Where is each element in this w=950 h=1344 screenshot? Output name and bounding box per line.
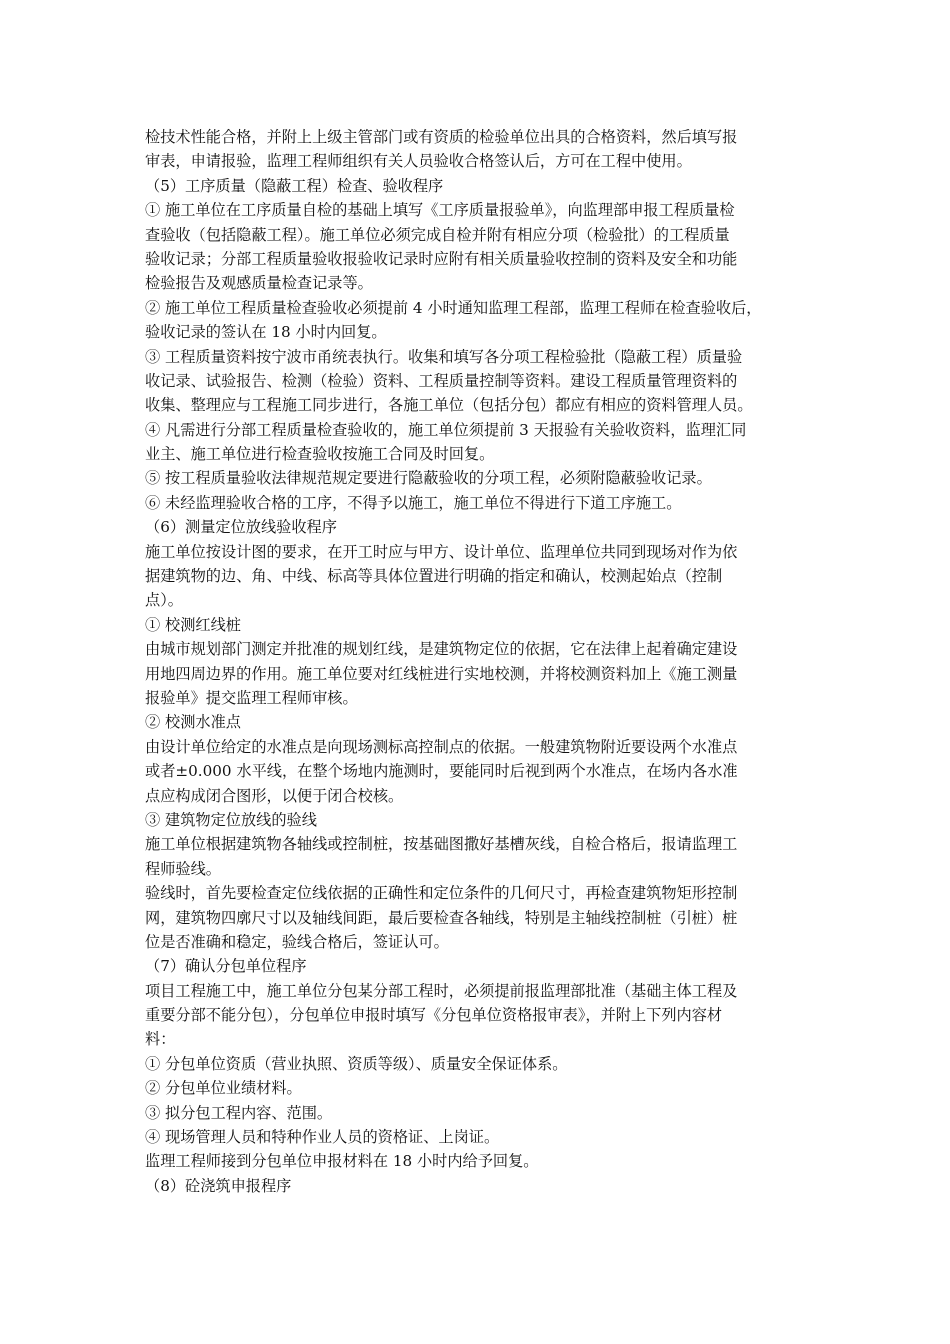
list-item: ② 校测水准点 (145, 713, 241, 732)
list-item: ① 分包单位资质（营业执照、资质等级）、质量安全保证体系。 (145, 1054, 568, 1073)
text-line: 报验单》提交监理工程师审核。 (145, 688, 358, 707)
text-line: 验收记录的签认在 18 小时内回复。 (145, 323, 387, 342)
section-heading: （8）砼浇筑申报程序 (145, 1176, 292, 1195)
text-line: 收集、整理应与工程施工同步进行，各施工单位（包括分包）都应有相应的资料管理人员。 (145, 396, 753, 415)
list-item: ② 施工单位工程质量检查验收必须提前 4 小时通知监理工程部，监理工程师在检查验收后， (145, 298, 762, 317)
text-line: 用地四周边界的作用。施工单位要对红线桩进行实地校测，并将校测资料加上《施工测量 (145, 664, 738, 683)
list-item: ④ 现场管理人员和特种作业人员的资格证、上岗证。 (145, 1128, 500, 1147)
text-line: 据建筑物的边、角、中线、标高等具体位置进行明确的指定和确认，校测起始点（控制 (145, 567, 723, 586)
list-item: ③ 建筑物定位放线的验线 (145, 810, 317, 829)
text-line: 料： (145, 1030, 176, 1049)
section-heading: （5）工序质量（隐蔽工程）检查、验收程序 (145, 176, 444, 195)
section-heading: （7）确认分包单位程序 (145, 957, 307, 976)
text-line: 程师验线。 (145, 859, 221, 878)
text-line: 由设计单位给定的水准点是向现场测标高控制点的依据。一般建筑物附近要设两个水准点 (145, 737, 738, 756)
text-line: 或者±0.000 水平线，在整个场地内施测时，要能同时后视到两个水准点，在场内各水准 (145, 762, 738, 781)
list-item: ⑤ 按工程质量验收法律规范规定要进行隐蔽验收的分项工程，必须附隐蔽验收记录。 (145, 469, 712, 488)
text-line: 施工单位按设计图的要求，在开工时应与甲方、设计单位、监理单位共同到现场对作为依 (145, 542, 738, 561)
list-item: ① 校测红线桩 (145, 615, 241, 634)
section-heading: （6）测量定位放线验收程序 (145, 518, 337, 537)
text-line: 检技术性能合格，并附上上级主管部门或有资质的检验单位出具的合格资料，然后填写报 (145, 128, 738, 146)
list-item: ⑥ 未经监理验收合格的工序，不得予以施工，施工单位不得进行下道工序施工。 (145, 493, 682, 512)
text-line: 查验收（包括隐蔽工程）。施工单位必须完成自检并附有相应分项（检验批）的工程质量 (145, 225, 730, 244)
text-line: 项目工程施工中，施工单位分包某分部工程时，必须提前报监理部批准（基础主体工程及 (145, 981, 738, 1000)
list-item: ① 施工单位在工序质量自检的基础上填写《工序质量报验单》，向监理部申报工程质量检 (145, 201, 735, 220)
list-item: ③ 拟分包工程内容、范围。 (145, 1103, 333, 1122)
text-line: 业主、施工单位进行检查验收按施工合同及时回复。 (145, 445, 495, 464)
text-line: 审表，申请报验，监理工程师组织有关人员验收合格签认后，方可在工程中使用。 (145, 152, 692, 171)
text-line: 施工单位根据建筑物各轴线或控制桩，按基础图撒好基槽灰线，自检合格后，报请监理工 (145, 835, 738, 854)
list-item: ② 分包单位业绩材料。 (145, 1079, 302, 1098)
list-item: ④ 凡需进行分部工程质量检查验收的，施工单位须提前 3 天报验有关验收资料，监理汇同 (145, 420, 747, 439)
text-line: 网，建筑物四廓尺寸以及轴线间距，最后要检查各轴线，特别是主轴线控制桩（引桩）桩 (145, 908, 738, 927)
document-body (145, 125, 815, 1198)
text-line: 点应构成闭合图形，以便于闭合校核。 (145, 786, 404, 805)
text-line: 由城市规划部门测定并批准的规划红线，是建筑物定位的依据，它在法律上起着确定建设 (145, 640, 738, 659)
text-line: 位是否准确和稳定，验线合格后，签证认可。 (145, 932, 449, 951)
text-line: 重要分部不能分包），分包单位申报时填写《分包单位资格报审表》，并附上下列内容材 (145, 1006, 723, 1025)
list-item: ③ 工程质量资料按宁波市甬统表执行。收集和填写各分项工程检验批（隐蔽工程）质量验 (145, 347, 743, 366)
text-line: 验线时，首先要检查定位线依据的正确性和定位条件的几何尺寸，再检查建筑物矩形控制 (145, 884, 738, 903)
text-line: 检验报告及观感质量检查记录等。 (145, 274, 373, 293)
text-line: 监理工程师接到分包单位申报材料在 18 小时内给予回复。 (145, 1152, 539, 1171)
text-line: 收记录、试验报告、检测（检验）资料、工程质量控制等资料。建设工程质量管理资料的 (145, 371, 738, 390)
text-line: 验收记录；分部工程质量验收报验收记录时应附有相关质量验收控制的资料及安全和功能 (145, 249, 738, 268)
text-line: 点）。 (145, 591, 183, 610)
